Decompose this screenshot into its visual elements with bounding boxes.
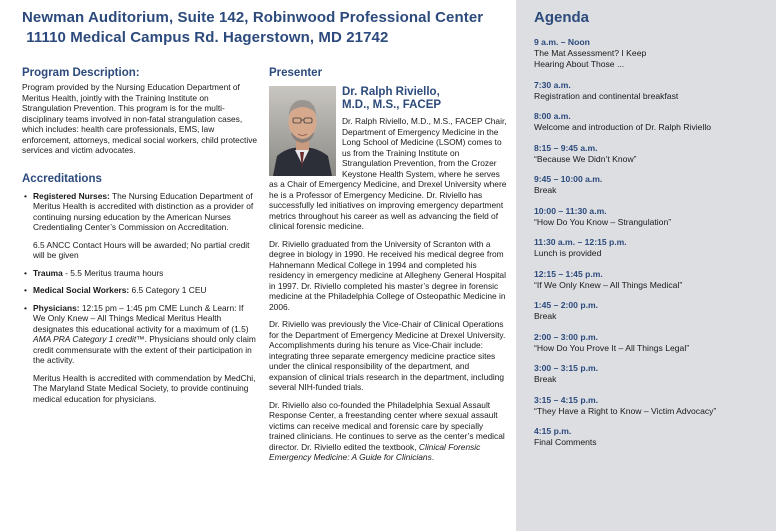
agenda-time: 2:00 – 3:00 p.m. — [534, 331, 599, 342]
agenda-description: Break — [534, 185, 557, 195]
agenda-heading: Agenda — [534, 9, 590, 26]
social-workers-text: 6.5 Category 1 CEU — [129, 285, 207, 295]
agenda-description: Break — [534, 374, 557, 384]
nurses-text: The Nursing Education Department of Meritus Health is accredited with distinction as a provider of continuing nursing education by the American Nurses Credentialing Center’s Commission on Accreditation. — [33, 190, 254, 232]
agenda-description: Registration and continental breakfast — [534, 90, 679, 101]
agenda-description: “They Have a Right to Know – Victim Advocacy” — [534, 405, 717, 416]
bullet-icon: • — [24, 302, 27, 313]
presenter-bio-4 — [269, 400, 507, 463]
presenter-header — [269, 86, 507, 232]
agenda-list — [534, 37, 776, 448]
agenda-item — [534, 237, 776, 259]
presenter-bio-2: Dr. Riviello graduated from the University of Scranton with a degree in biology in 1990. He received his medical degree from Hahnemann Medical College in 1994 and completed his residency in emergency medicine at Allegheny General Hospital in 1997. Dr. Riviello completed his master’s degree in forensic medicine at the Philadelphia College of Osteopathic Medicine in 2006. — [269, 238, 506, 312]
agenda-description: “If We Only Knew – All Things Medical” — [534, 279, 683, 290]
agenda-time: 4:15 p.m. — [534, 426, 572, 436]
presenter-name-line-1: Dr. Ralph Riviello, — [342, 86, 440, 98]
presenter-heading: Presenter — [269, 67, 323, 79]
agenda-time: 3:15 – 4:15 p.m. — [534, 394, 599, 405]
agenda-time: 11:30 a.m. – 12:15 p.m. — [534, 237, 627, 247]
agenda-panel — [516, 0, 776, 531]
trauma-text: - 5.5 Meritus trauma hours — [62, 267, 164, 278]
venue-line-2: 11110 Medical Campus Rd. Hagerstown, MD 21742 — [22, 29, 389, 46]
agenda-time: 9:45 – 10:00 a.m. — [534, 174, 603, 184]
agenda-time: 7:30 a.m. — [534, 79, 571, 90]
physicians-text-2: . Physicians should only claim credit commensurate with the extent of their participation in the activity. — [33, 334, 256, 365]
accreditation-social-workers — [22, 285, 258, 296]
presenter-bio-4-text: Dr. Riviello also co-founded the Philadelphia Sexual Assault Response Center, a freestanding center where sexual assault victims can receive medical and forensic care by specially trained clinicians. He continues to serve as the center’s medical director. Dr. Riviello edited the textbook, — [269, 399, 505, 452]
accreditations-heading: Accreditations — [22, 172, 102, 185]
accreditation-trauma — [22, 268, 258, 279]
bullet-icon: • — [24, 285, 27, 295]
medchi-accreditation-note: Meritus Health is accredited with commendation by MedChi, The Maryland State Medical Society, to provide continuing medical education for physicians. — [33, 372, 256, 404]
presenter-photo — [269, 86, 336, 176]
agenda-time: 8:15 – 9:45 a.m. — [534, 142, 598, 153]
nurses-label: Registered Nurses: — [33, 190, 110, 201]
agenda-item — [534, 80, 776, 102]
agenda-item — [534, 269, 776, 291]
presenter-bio-4-end: . — [431, 452, 435, 462]
physicians-text-1: 12:15 pm – 1:45 pm CME Lunch & Learn: If We Only Knew – All Things Medical Meritus Health designates this educational activity for a maximum of (1.5) — [33, 302, 249, 334]
agenda-description: “Because We Didn’t Know” — [534, 153, 637, 164]
venue-header — [22, 8, 512, 48]
program-description-heading: Program Description: — [22, 67, 140, 79]
agenda-item — [534, 174, 776, 196]
agenda-item — [534, 300, 776, 322]
left-column — [22, 66, 258, 404]
presenter-column — [269, 66, 507, 470]
presenter-bio-3: Dr. Riviello was previously the Vice-Chair of Clinical Operations for the Department of Emergency Medicine at Drexel University. Accomplishments during his tenure as Vice-Chair include: integrating three separate emergency medicine practice sites under the clinical responsibility of the department, and expansion of clinical trials research in the department, including several NIH-funded trials. — [269, 319, 506, 392]
trauma-label: Trauma — [33, 267, 63, 278]
agenda-item — [534, 143, 776, 165]
agenda-description: The Mat Assessment? I Keep Hearing About Those ... — [534, 48, 647, 69]
agenda-item — [534, 206, 776, 228]
agenda-description: Break — [534, 311, 557, 321]
agenda-description: “How Do You Know – Strangulation” — [534, 216, 672, 227]
agenda-time: 9 a.m. – Noon — [534, 37, 590, 47]
bullet-icon: • — [24, 267, 27, 278]
venue-line-1: Newman Auditorium, Suite 142, Robinwood Professional Center — [22, 9, 484, 26]
agenda-description: Lunch is provided — [534, 248, 602, 258]
agenda-item — [534, 332, 776, 354]
agenda-description: Welcome and introduction of Dr. Ralph Riviello — [534, 122, 712, 132]
presenter-name-line-2: M.D., M.S., FACEP — [342, 99, 442, 111]
agenda-description: “How Do You Prove It – All Things Legal” — [534, 342, 690, 353]
agenda-item — [534, 395, 776, 417]
accreditation-nurses — [22, 191, 258, 261]
agenda-time: 1:45 – 2:00 p.m. — [534, 300, 599, 310]
presenter-bio-1: Dr. Ralph Riviello, M.D., M.S., FACEP Chair, Department of Emergency Medicine in the Long School of Medicine (LSOM) comes to us from the Training Institute on Strangulation Prevention, from the Crozer Keystone Health System, where he serves as a Chair of Emergency Medicine, and Drexel University where he is a Professor of Emergency Medicine. Dr. Riviello has successfully led initiatives on improving emergency department metrics throughout his career as well as advancing the field of clinical forensic medicine. — [269, 116, 507, 231]
agenda-description: Final Comments — [534, 437, 597, 447]
bullet-icon: • — [24, 190, 27, 201]
textbook-title: Clinical Forensic Emergency Medicine: A Guide for Clinicians — [269, 441, 481, 462]
nurses-sub-note: 6.5 ANCC Contact Hours will be awarded; No partial credit will be given — [33, 239, 250, 260]
social-workers-label: Medical Social Workers: — [33, 285, 130, 295]
accreditations-list — [22, 191, 258, 366]
agenda-item — [534, 37, 776, 70]
agenda-item — [534, 363, 776, 385]
agenda-time: 8:00 a.m. — [534, 111, 571, 121]
accreditation-physicians — [22, 303, 258, 366]
program-description-text: Program provided by the Nursing Education Department of Meritus Health, jointly with the Training Institute on Strangulation Prevention. This program is for the multi-disciplinary teams involved in non-fatal strangulation cases, which includes: health care professionals, EMS, law enforcement, attorneys, medical social workers, child protective services and victim advocates. — [22, 82, 258, 155]
agenda-time: 10:00 – 11:30 a.m. — [534, 205, 607, 216]
agenda-time: 3:00 – 3:15 p.m. — [534, 363, 599, 373]
agenda-item — [534, 426, 776, 448]
physicians-label: Physicians: — [33, 302, 80, 313]
physicians-credit-italic: AMA PRA Category 1 credit™ — [33, 334, 145, 344]
agenda-item — [534, 111, 776, 133]
agenda-time: 12:15 – 1:45 p.m. — [534, 268, 603, 279]
